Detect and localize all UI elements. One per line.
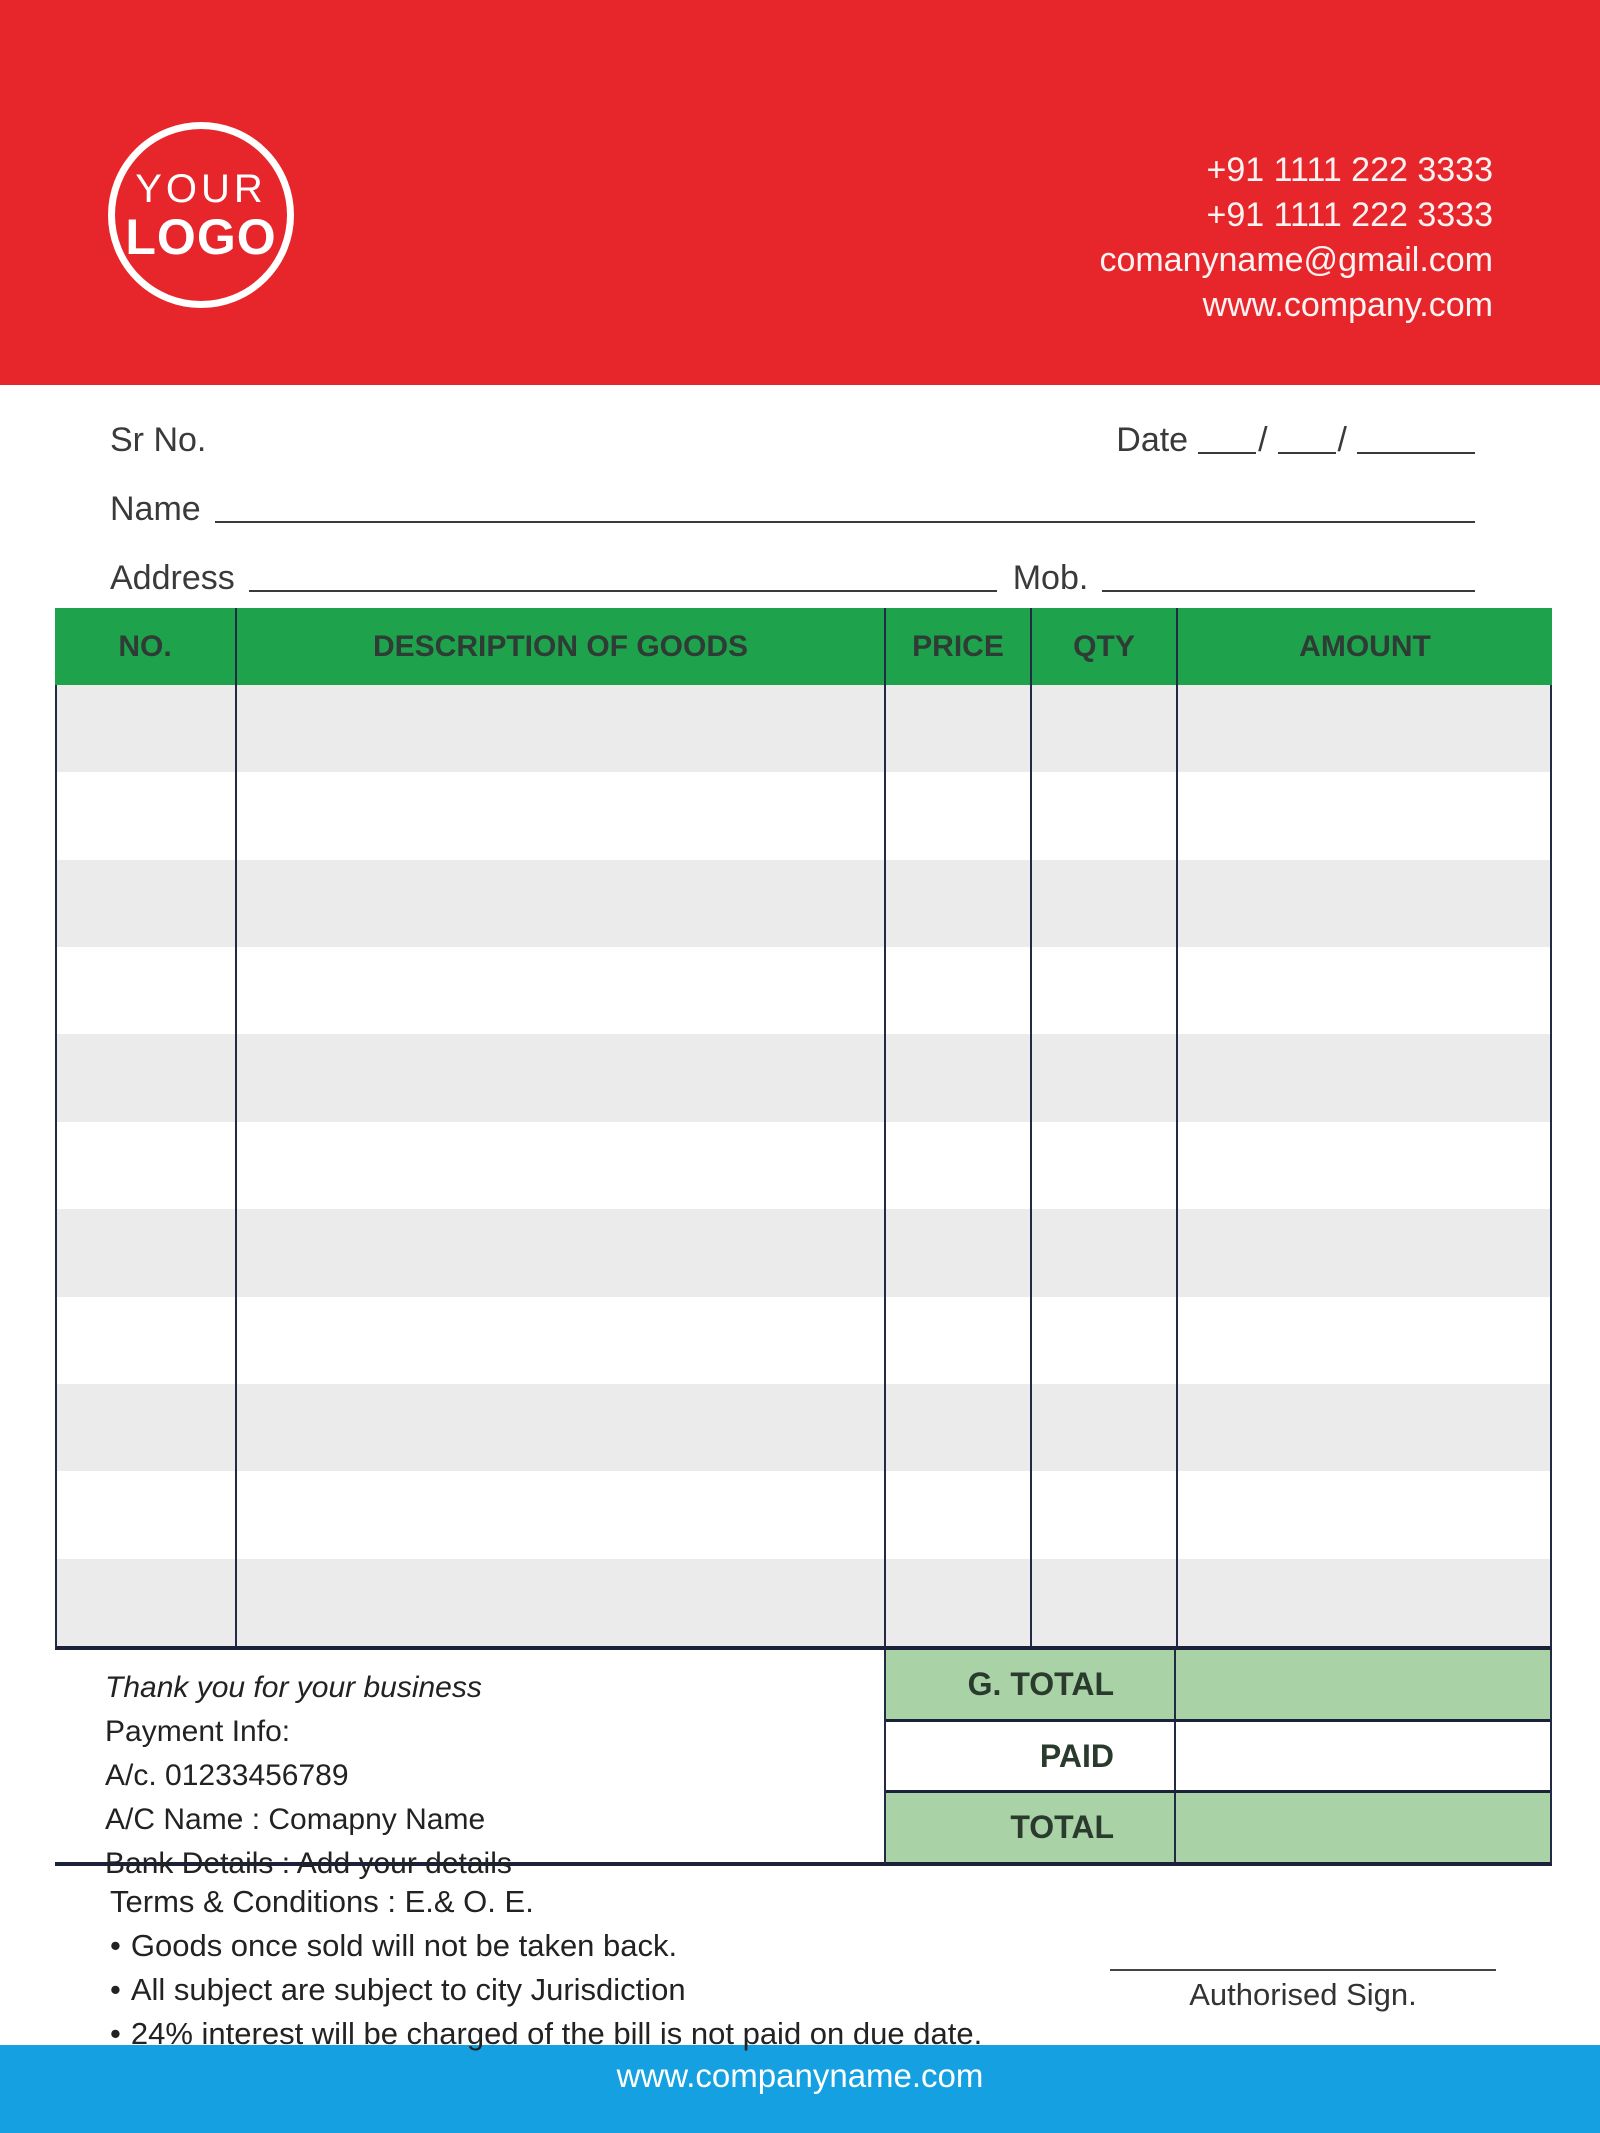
signature-line[interactable]: [1110, 1969, 1496, 1971]
table-cell-empty[interactable]: [1176, 1209, 1550, 1296]
table-cell-empty[interactable]: [1176, 1297, 1550, 1384]
footer-website-url: www.companyname.com: [616, 2057, 984, 2094]
table-cell-empty[interactable]: [235, 1034, 884, 1121]
grand-total-value[interactable]: [1176, 1650, 1550, 1719]
address-label: Address: [110, 558, 235, 597]
table-cell-empty[interactable]: [1176, 1122, 1550, 1209]
name-input-line[interactable]: [215, 513, 1475, 523]
terms-item: • Goods once sold will not be taken back.: [110, 1928, 678, 1963]
table-cell-empty[interactable]: [884, 1471, 1030, 1558]
email-address: comanyname@gmail.com: [1099, 241, 1493, 279]
logo-text-your: YOUR: [135, 167, 267, 211]
terms-item: • 24% interest will be charged of the bill is not paid on due date.: [110, 2016, 983, 2051]
table-cell-empty[interactable]: [884, 860, 1030, 947]
table-cell-empty[interactable]: [1176, 1384, 1550, 1471]
footer-bar: [0, 2045, 1600, 2133]
authorised-sign-block: [1110, 1969, 1496, 2013]
address-row: [110, 549, 1475, 597]
table-cell-empty[interactable]: [57, 772, 235, 859]
date-field: [1116, 422, 1475, 459]
table-cell-empty[interactable]: [1176, 1471, 1550, 1558]
table-cell-empty[interactable]: [884, 685, 1030, 772]
account-number: A/c. 01233456789: [105, 1759, 349, 1792]
invoice-meta: [0, 385, 1600, 608]
table-cell-empty[interactable]: [1030, 1122, 1176, 1209]
table-cell-empty[interactable]: [1176, 947, 1550, 1034]
table-cell-empty[interactable]: [57, 1559, 235, 1646]
date-month-line[interactable]: [1278, 444, 1336, 454]
table-cell-empty[interactable]: [1030, 860, 1176, 947]
table-cell-empty[interactable]: [1176, 1034, 1550, 1121]
table-cell-empty[interactable]: [884, 1559, 1030, 1646]
table-cell-empty[interactable]: [235, 947, 884, 1034]
thank-you-note: Thank you for your business: [105, 1671, 482, 1704]
sr-no-row: [110, 411, 1475, 459]
paid-value[interactable]: [1176, 1722, 1550, 1791]
table-cell-empty[interactable]: [1030, 1384, 1176, 1471]
bullet-icon: •: [110, 2016, 121, 2051]
date-label: Date: [1116, 420, 1189, 459]
table-cell-empty[interactable]: [235, 1384, 884, 1471]
table-cell-empty[interactable]: [235, 1122, 884, 1209]
mobile-input-line[interactable]: [1102, 582, 1475, 592]
column-header-qty: QTY: [1030, 608, 1176, 685]
terms-section: [0, 1866, 1600, 2051]
total-label: TOTAL: [886, 1793, 1176, 1862]
paid-row: [886, 1719, 1550, 1791]
items-table-body: [55, 685, 1552, 1650]
table-cell-empty[interactable]: [235, 1471, 884, 1558]
grand-total-label: G. TOTAL: [886, 1650, 1176, 1719]
table-header-row: [55, 608, 1552, 685]
table-cell-empty[interactable]: [57, 1122, 235, 1209]
table-cell-empty[interactable]: [57, 685, 235, 772]
authorised-sign-label: Authorised Sign.: [1189, 1977, 1417, 2012]
table-cell-empty[interactable]: [1030, 685, 1176, 772]
table-cell-empty[interactable]: [1030, 772, 1176, 859]
table-cell-empty[interactable]: [1176, 1559, 1550, 1646]
table-row: [57, 860, 1550, 947]
table-cell-empty[interactable]: [235, 1209, 884, 1296]
table-cell-empty[interactable]: [1176, 685, 1550, 772]
table-cell-empty[interactable]: [235, 1297, 884, 1384]
column-header-no: NO.: [118, 629, 172, 663]
table-cell-empty[interactable]: [1030, 947, 1176, 1034]
table-cell-empty[interactable]: [235, 1559, 884, 1646]
account-name: A/C Name : Comapny Name: [105, 1803, 486, 1836]
phone-number-1: +91 1111 222 3333: [1206, 151, 1493, 189]
table-cell-empty[interactable]: [1176, 860, 1550, 947]
table-row: [57, 1297, 1550, 1384]
bullet-icon: •: [110, 1928, 121, 1963]
terms-and-conditions: [0, 1866, 1600, 2056]
table-cell-empty[interactable]: [57, 860, 235, 947]
table-row: [57, 947, 1550, 1034]
table-cell-empty[interactable]: [884, 1122, 1030, 1209]
table-cell-empty[interactable]: [884, 1209, 1030, 1296]
table-cell-empty[interactable]: [1176, 772, 1550, 859]
logo-text-logo: LOGO: [125, 209, 277, 265]
table-row: [57, 1471, 1550, 1558]
total-value[interactable]: [1176, 1793, 1550, 1862]
column-header-price: PRICE: [884, 608, 1030, 685]
table-row: [57, 1559, 1550, 1646]
payment-info-block: [55, 1650, 884, 1880]
table-row: [57, 685, 1550, 772]
address-input-line[interactable]: [249, 582, 997, 592]
bullet-icon: •: [110, 1972, 121, 2007]
table-cell-empty[interactable]: [235, 685, 884, 772]
table-cell-empty[interactable]: [235, 860, 884, 947]
table-cell-empty[interactable]: [1030, 1471, 1176, 1558]
totals-block: [884, 1650, 1552, 1866]
table-row: [57, 1122, 1550, 1209]
header: [0, 0, 1600, 385]
table-cell-empty[interactable]: [1030, 1209, 1176, 1296]
date-separator: /: [1337, 420, 1347, 459]
company-logo: [108, 122, 294, 308]
contact-block: [1099, 148, 1493, 328]
table-cell-empty[interactable]: [884, 1297, 1030, 1384]
table-cell-empty[interactable]: [1030, 1559, 1176, 1646]
grand-total-row: [886, 1650, 1550, 1719]
table-cell-empty[interactable]: [57, 1034, 235, 1121]
name-label: Name: [110, 489, 201, 528]
date-day-line[interactable]: [1198, 444, 1256, 454]
table-cell-empty[interactable]: [57, 1297, 235, 1384]
table-cell-empty[interactable]: [57, 1209, 235, 1296]
table-cell-empty[interactable]: [884, 1034, 1030, 1121]
column-header-description: DESCRIPTION OF GOODS: [235, 608, 884, 685]
table-row: [57, 1384, 1550, 1471]
table-cell-empty[interactable]: [57, 947, 235, 1034]
table-cell-empty[interactable]: [57, 1384, 235, 1471]
table-cell-empty[interactable]: [884, 1384, 1030, 1471]
column-header-amount: AMOUNT: [1176, 608, 1552, 685]
table-row: [57, 772, 1550, 859]
terms-title: Terms & Conditions : E.& O. E.: [110, 1884, 534, 1919]
name-row: [110, 480, 1475, 528]
phone-number-2: +91 1111 222 3333: [1206, 196, 1493, 234]
sr-no-label: Sr No.: [110, 420, 207, 459]
table-cell-empty[interactable]: [57, 1471, 235, 1558]
table-row: [57, 1034, 1550, 1121]
table-cell-empty[interactable]: [1030, 1297, 1176, 1384]
date-year-line[interactable]: [1357, 444, 1475, 454]
payment-info-title: Payment Info:: [105, 1715, 291, 1748]
table-cell-empty[interactable]: [884, 772, 1030, 859]
date-separator: /: [1258, 420, 1268, 459]
website-url: www.company.com: [1202, 286, 1493, 324]
bank-details: Bank Details : Add your details: [105, 1847, 512, 1880]
table-row: [57, 1209, 1550, 1296]
items-table: [55, 608, 1552, 1650]
table-cell-empty[interactable]: [1030, 1034, 1176, 1121]
table-cell-empty[interactable]: [884, 947, 1030, 1034]
terms-item: • All subject are subject to city Jurisdiction: [110, 1972, 686, 2007]
mobile-label: Mob.: [1012, 558, 1089, 597]
summary-section: [55, 1650, 1552, 1880]
paid-label: PAID: [886, 1722, 1176, 1791]
table-cell-empty[interactable]: [235, 772, 884, 859]
total-row: [886, 1790, 1550, 1862]
